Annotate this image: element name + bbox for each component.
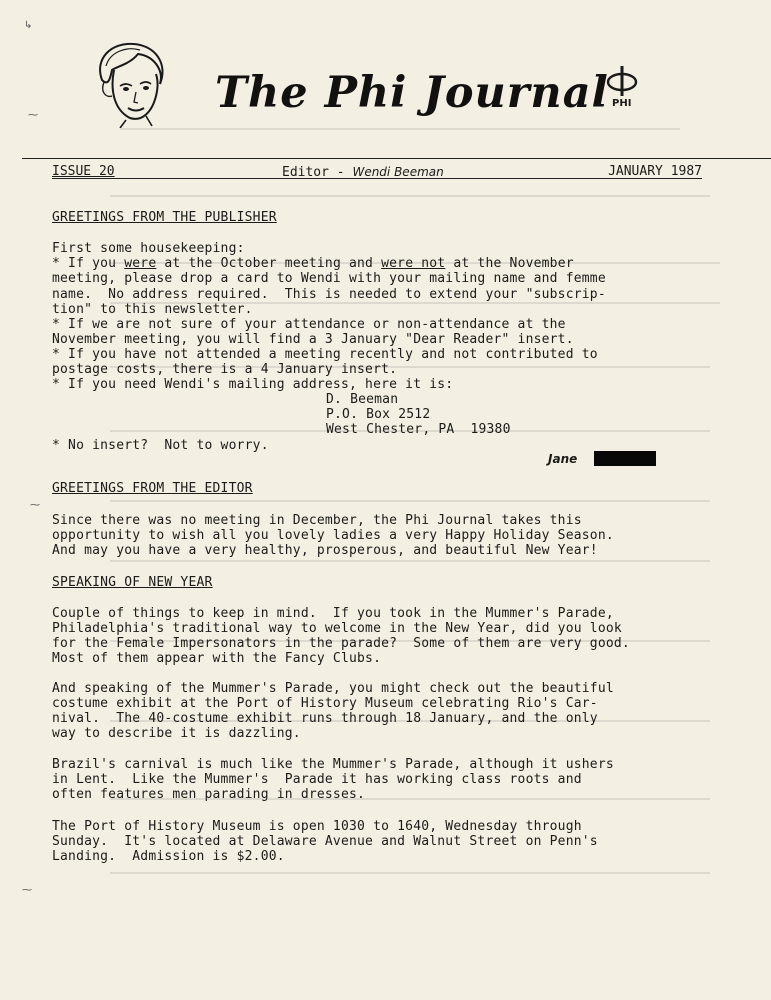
publisher-bullet-2-line-2: November meeting, you will find a 3 January "Dear Reader" insert.	[52, 332, 574, 347]
new-year-p4-line-1: The Port of History Museum is open 1030 to 1640, Wednesday through	[52, 819, 582, 834]
mailing-address-name: D. Beeman	[326, 392, 399, 407]
new-year-p2-line-4: way to describe it is dazzling.	[52, 726, 301, 741]
new-year-p1-line-3: for the Female Impersonators in the parade? Some of them are very good.	[52, 636, 630, 651]
publisher-bullet-2-line-1: * If we are not sure of your attendance or non-attendance at the	[52, 317, 566, 332]
bullet-1-underlined-were-not: were not	[381, 256, 446, 271]
new-year-p2-line-2: costume exhibit at the Port of History Museum celebrating Rio's Car-	[52, 696, 598, 711]
editor-line-2: opportunity to wish all you lovely ladies a very Happy Holiday Season.	[52, 528, 614, 543]
publisher-intro: First some housekeeping:	[52, 241, 245, 256]
mailing-address-city: West Chester, PA 19380	[326, 422, 511, 437]
new-year-p2-line-3: nival. The 40-costume exhibit runs through 18 January, and the only	[52, 711, 598, 726]
new-year-p4-line-2: Sunday. It's located at Delaware Avenue and Walnut Street on Penn's	[52, 834, 598, 849]
margin-mark: ⁓	[30, 500, 40, 511]
new-year-p4-line-3: Landing. Admission is $2.00.	[52, 849, 285, 864]
new-year-p3-line-3: often features men parading in dresses.	[52, 787, 366, 802]
section-heading-editor: GREETINGS FROM THE EDITOR	[52, 481, 253, 496]
bullet-1-part-3: at the November	[445, 256, 574, 271]
margin-mark: ↳	[24, 20, 33, 31]
issue-number: ISSUE 20	[52, 164, 115, 179]
bullet-1-underlined-were: were	[124, 256, 157, 271]
redaction-bar	[594, 451, 656, 466]
section-heading-new-year: SPEAKING OF NEW YEAR	[52, 575, 213, 590]
bullet-1-part-2: at the October meeting and	[156, 256, 382, 271]
issue-date: JANUARY 1987	[608, 164, 702, 179]
phi-logo-label: PHI	[612, 98, 632, 109]
new-year-p1-line-4: Most of them appear with the Fancy Clubs.	[52, 651, 382, 666]
new-year-p2-line-1: And speaking of the Mummer's Parade, you might check out the beautiful	[52, 681, 614, 696]
editor-prefix: Editor -	[282, 165, 353, 180]
editor-line-3: And may you have a very healthy, prosperous, and beautiful New Year!	[52, 543, 598, 558]
issue-bar-rule	[52, 178, 702, 179]
portrait-illustration-icon	[90, 40, 170, 128]
publisher-bullet-1-line-3: name. No address required. This is needed to extend your "subscrip-	[52, 287, 606, 302]
publisher-bullet-5: * No insert? Not to worry.	[52, 438, 269, 453]
new-year-p3-line-2: in Lent. Like the Mummer's Parade it has working class roots and	[52, 772, 582, 787]
newsletter-title: The Phi Journal	[215, 68, 609, 118]
mailing-address-box: P.O. Box 2512	[326, 407, 431, 422]
bullet-1-part-1: * If you	[52, 256, 125, 271]
publisher-bullet-3-line-2: postage costs, there is a 4 January insert.	[52, 362, 398, 377]
editor-line-1: Since there was no meeting in December, the Phi Journal takes this	[52, 513, 582, 528]
publisher-bullet-1-line-4: tion" to this newsletter.	[52, 302, 253, 317]
section-heading-publisher: GREETINGS FROM THE PUBLISHER	[52, 210, 277, 225]
editor-name: Wendi Beeman	[352, 165, 444, 179]
publisher-bullet-4-line-1: * If you need Wendi's mailing address, here it is:	[52, 377, 454, 392]
publisher-bullet-1-line-2: meeting, please drop a card to Wendi with your mailing name and femme	[52, 271, 606, 286]
margin-mark: ⁓	[28, 110, 38, 121]
publisher-bullet-1-line-1	[52, 256, 574, 272]
new-year-p1-line-1: Couple of things to keep in mind. If you took in the Mummer's Parade,	[52, 606, 614, 621]
new-year-p1-line-2: Philadelphia's traditional way to welcome in the New Year, did you look	[52, 621, 622, 636]
publisher-signature: Jane	[548, 452, 578, 466]
publisher-bullet-3-line-1: * If you have not attended a meeting recently and not contributed to	[52, 347, 598, 362]
masthead-rule	[22, 158, 771, 159]
margin-mark: ⁓	[22, 885, 32, 896]
new-year-p3-line-1: Brazil's carnival is much like the Mummer's Parade, although it ushers	[52, 757, 614, 772]
